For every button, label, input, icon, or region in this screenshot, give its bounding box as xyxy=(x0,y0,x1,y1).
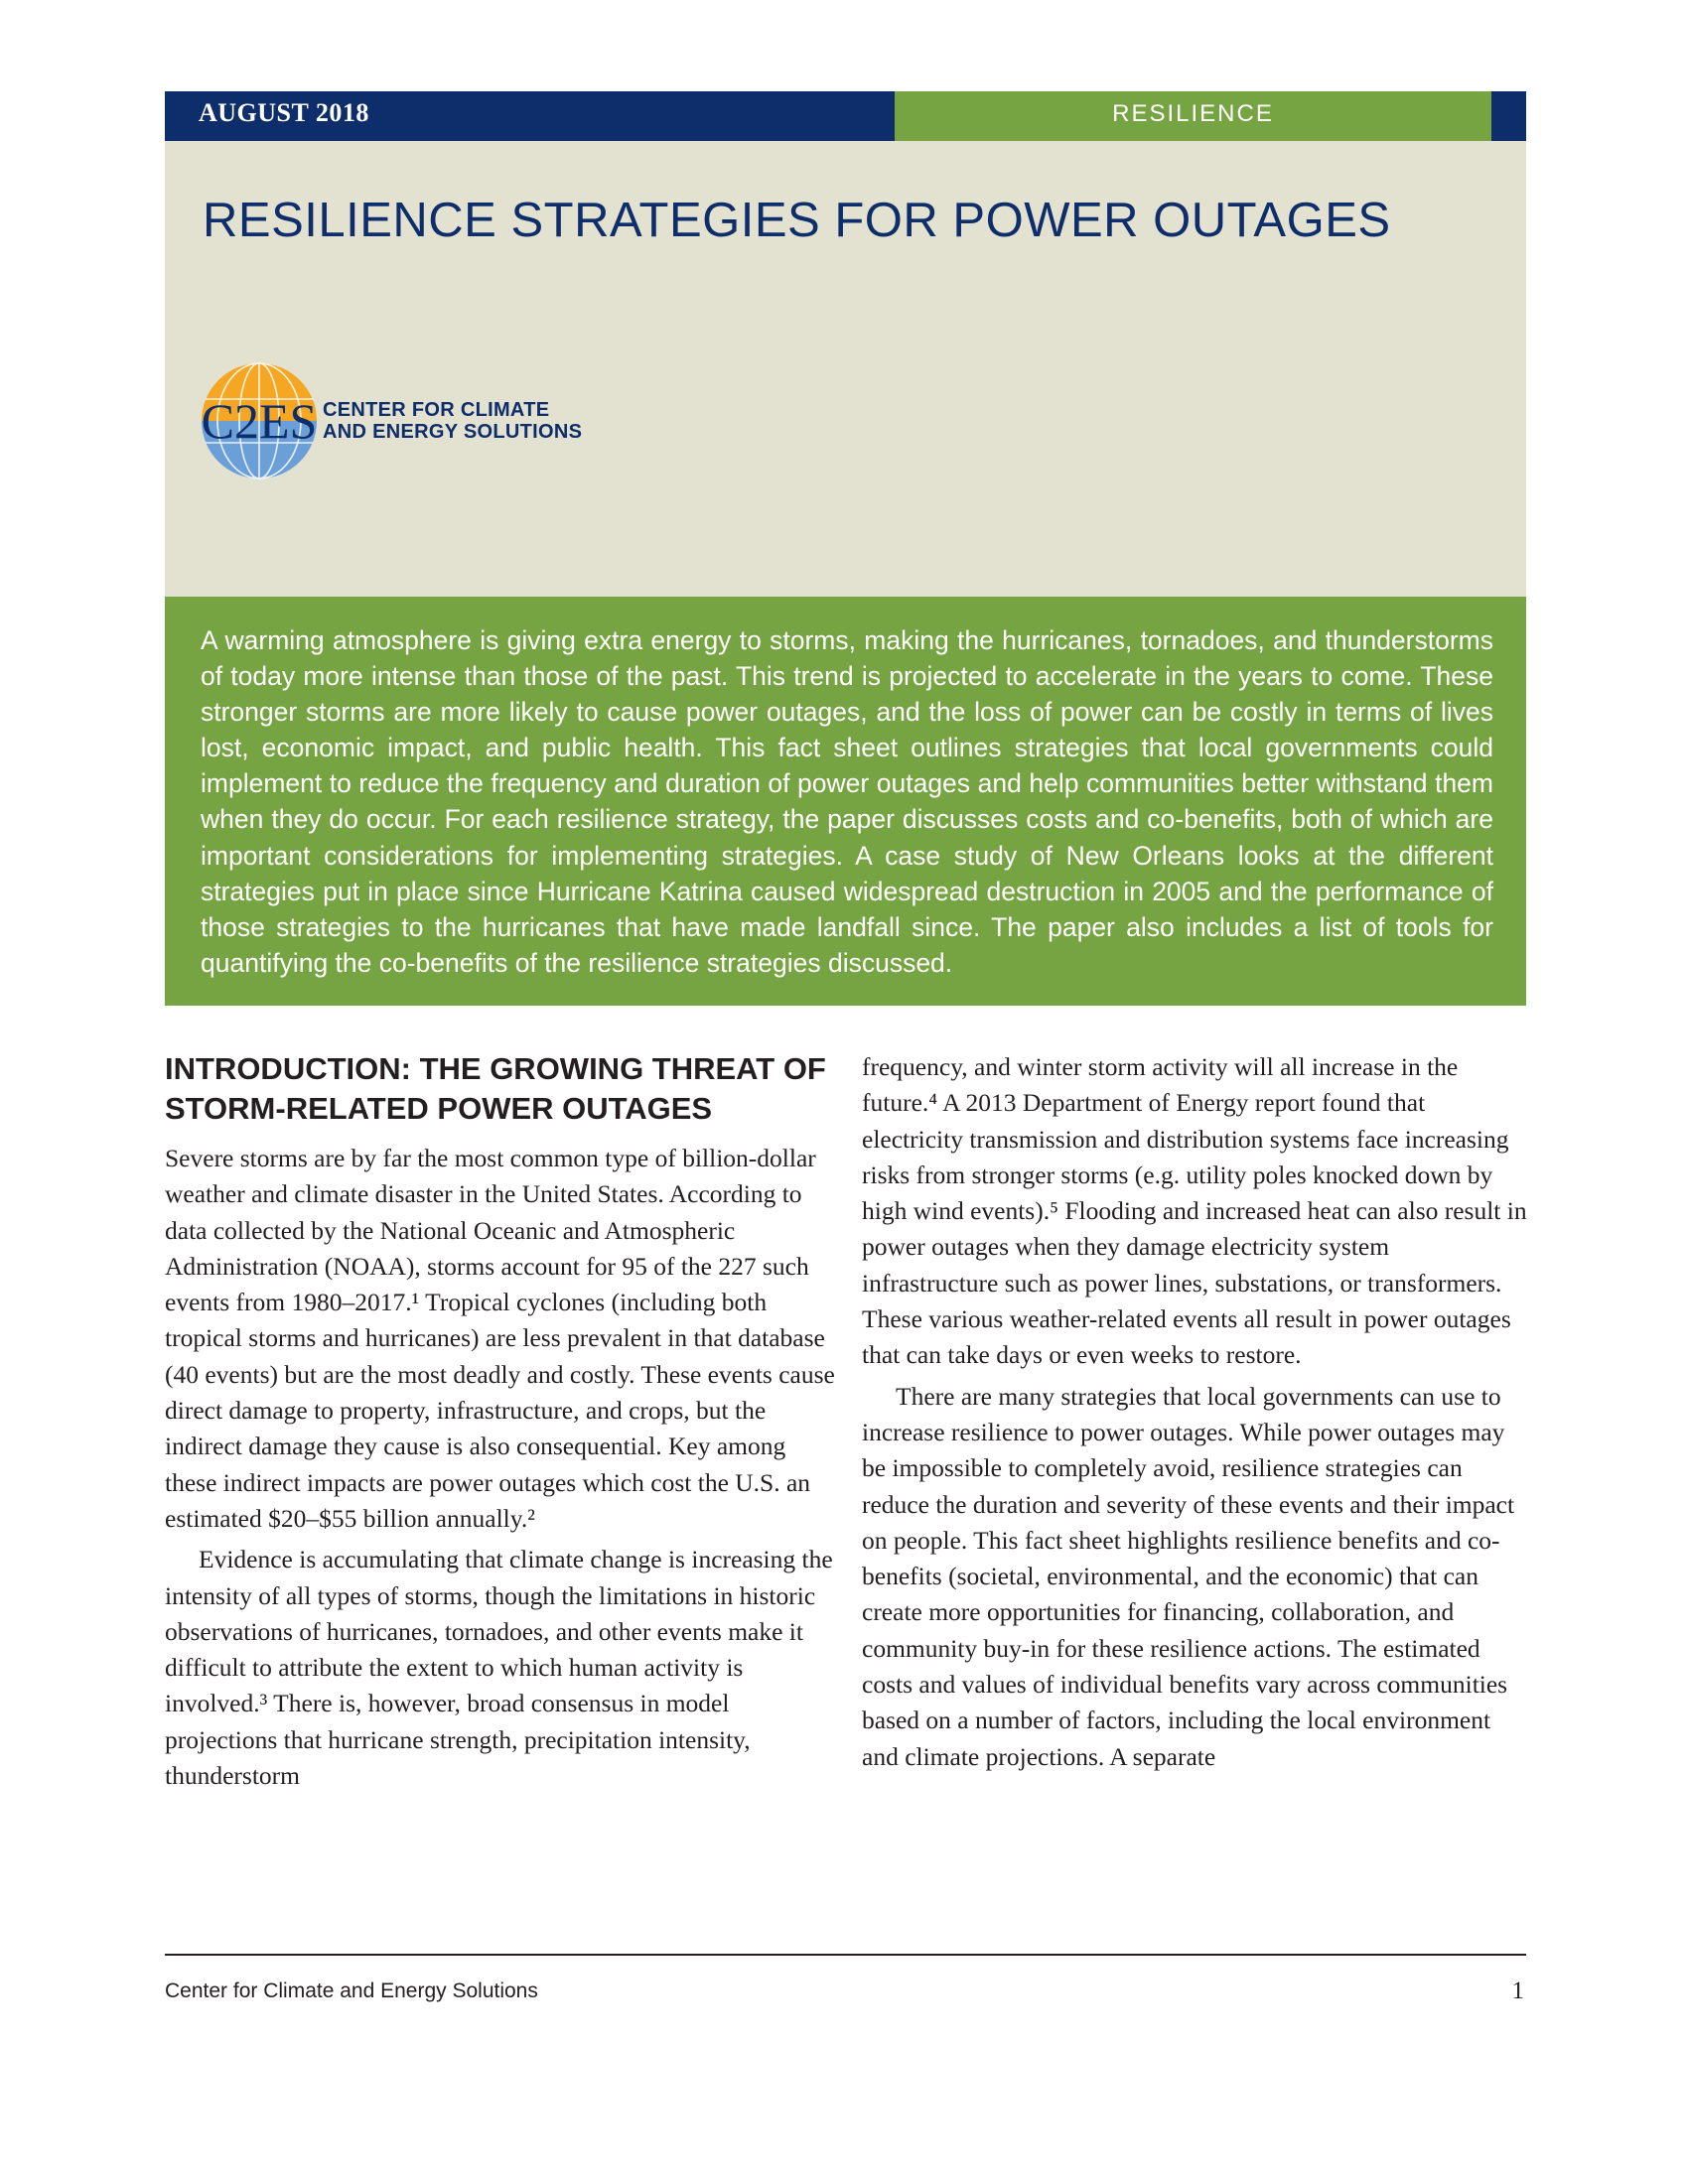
c2es-logo xyxy=(200,361,617,480)
left-column xyxy=(165,1049,836,1794)
title-panel xyxy=(165,141,1526,597)
top-banner xyxy=(165,91,1526,141)
right-column xyxy=(862,1049,1529,1775)
logo-org-line-1: CENTER FOR CLIMATE xyxy=(323,399,550,421)
summary-box xyxy=(165,597,1526,1006)
logo-mark: C2ES xyxy=(201,393,318,449)
summary-text: A warming atmosphere is giving extra energy to storms, making the hurricanes, tornadoes, and thunderstorms of today more intense than those of the past. This trend is projected to accelerate in the years to come. These stronger storms are more likely to cause power outages, and the loss of power can be costly in terms of lives lost, economic impact, and public health. This fact sheet outlines strategies that local governments could implement to reduce the frequency and duration of power outages and help communities better withstand them when they do occur. For each resilience strategy, the paper discusses costs and co-benefits, both of which are important considerations for implementing strategies. A case study of New Orleans looks at the different strategies put in place since Hurricane Katrina caused widespread destruction in 2005 and the performance of those strategies to the hurricanes that have made landfall since. The paper also includes a list of tools for quantifying the co-benefits of the resilience strategies discussed. xyxy=(201,625,1493,978)
footer-organization: Center for Climate and Energy Solutions xyxy=(165,1979,538,2002)
intro-paragraph-4: There are many strategies that local governments can use to increase resilience to power outages. While power outages may be impossible to completely avoid, resilience strategies can reduce the duration and severity of these events and their impact on people. This fact sheet highlights resilience benefits and co-benefits (societal, environmental, and the economic) that can create more opportunities for financing, collaboration, and community buy-in for these resilience actions. The estimated costs and values of individual benefits vary across communities based on a number of factors, including the local environment and climate projections. A separate xyxy=(862,1381,1515,1771)
intro-heading: INTRODUCTION: THE GROWING THREAT OF STORM-RELATED POWER OUTAGES xyxy=(165,1051,826,1126)
banner-end-block xyxy=(1491,91,1526,141)
globe-icon xyxy=(200,361,319,480)
category-label: RESILIENCE xyxy=(1112,100,1274,127)
intro-paragraph-2: Evidence is accumulating that climate change is increasing the intensity of all types of storms, though the limitations in historic observations of hurricanes, tornadoes, and other events make it difficult to attribute the extent to which human activity is involved.³ There is, however, broad consensus in model projections that hurricane strength, precipitation intensity, thunderstorm xyxy=(165,1545,833,1791)
intro-paragraph-1: Severe storms are by far the most common type of billion-dollar weather and climate disaster in the United States. According to data collected by the National Oceanic and Atmospheric Administration (NOAA), storms account for 95 of the 227 such events from 1980–2017.¹ Tropical cyclones (including both tropical storms and hurricanes) are less prevalent in that database (40 events) but are the most deadly and costly. These events cause direct damage to property, infrastructure, and crops, but the indirect damage they cause is also consequential. Key among these indirect impacts are power outages which cost the U.S. an estimated $20–$55 billion annually.² xyxy=(165,1144,835,1533)
date-band xyxy=(165,91,895,141)
logo-org-name xyxy=(323,399,582,443)
page-number: 1 xyxy=(1511,1978,1524,2004)
category-band xyxy=(895,91,1491,141)
publication-date: AUGUST 2018 xyxy=(199,98,369,127)
document-title: RESILIENCE STRATEGIES FOR POWER OUTAGES xyxy=(203,194,1391,247)
intro-paragraph-3: frequency, and winter storm activity will all increase in the future.⁴ A 2013 Department of Energy report found that electricity transmission and distribution systems face increasing risks from stronger storms (e.g. utility poles knocked down by high wind events).⁵ Flooding and increased heat can also result in power outages when they damage electricity system infrastructure such as power lines, substations, or transformers. These various weather-related events all result in power outages that can take days or even weeks to restore. xyxy=(862,1052,1527,1370)
footer-divider xyxy=(165,1954,1526,1956)
logo-org-line-2: AND ENERGY SOLUTIONS xyxy=(323,421,583,443)
